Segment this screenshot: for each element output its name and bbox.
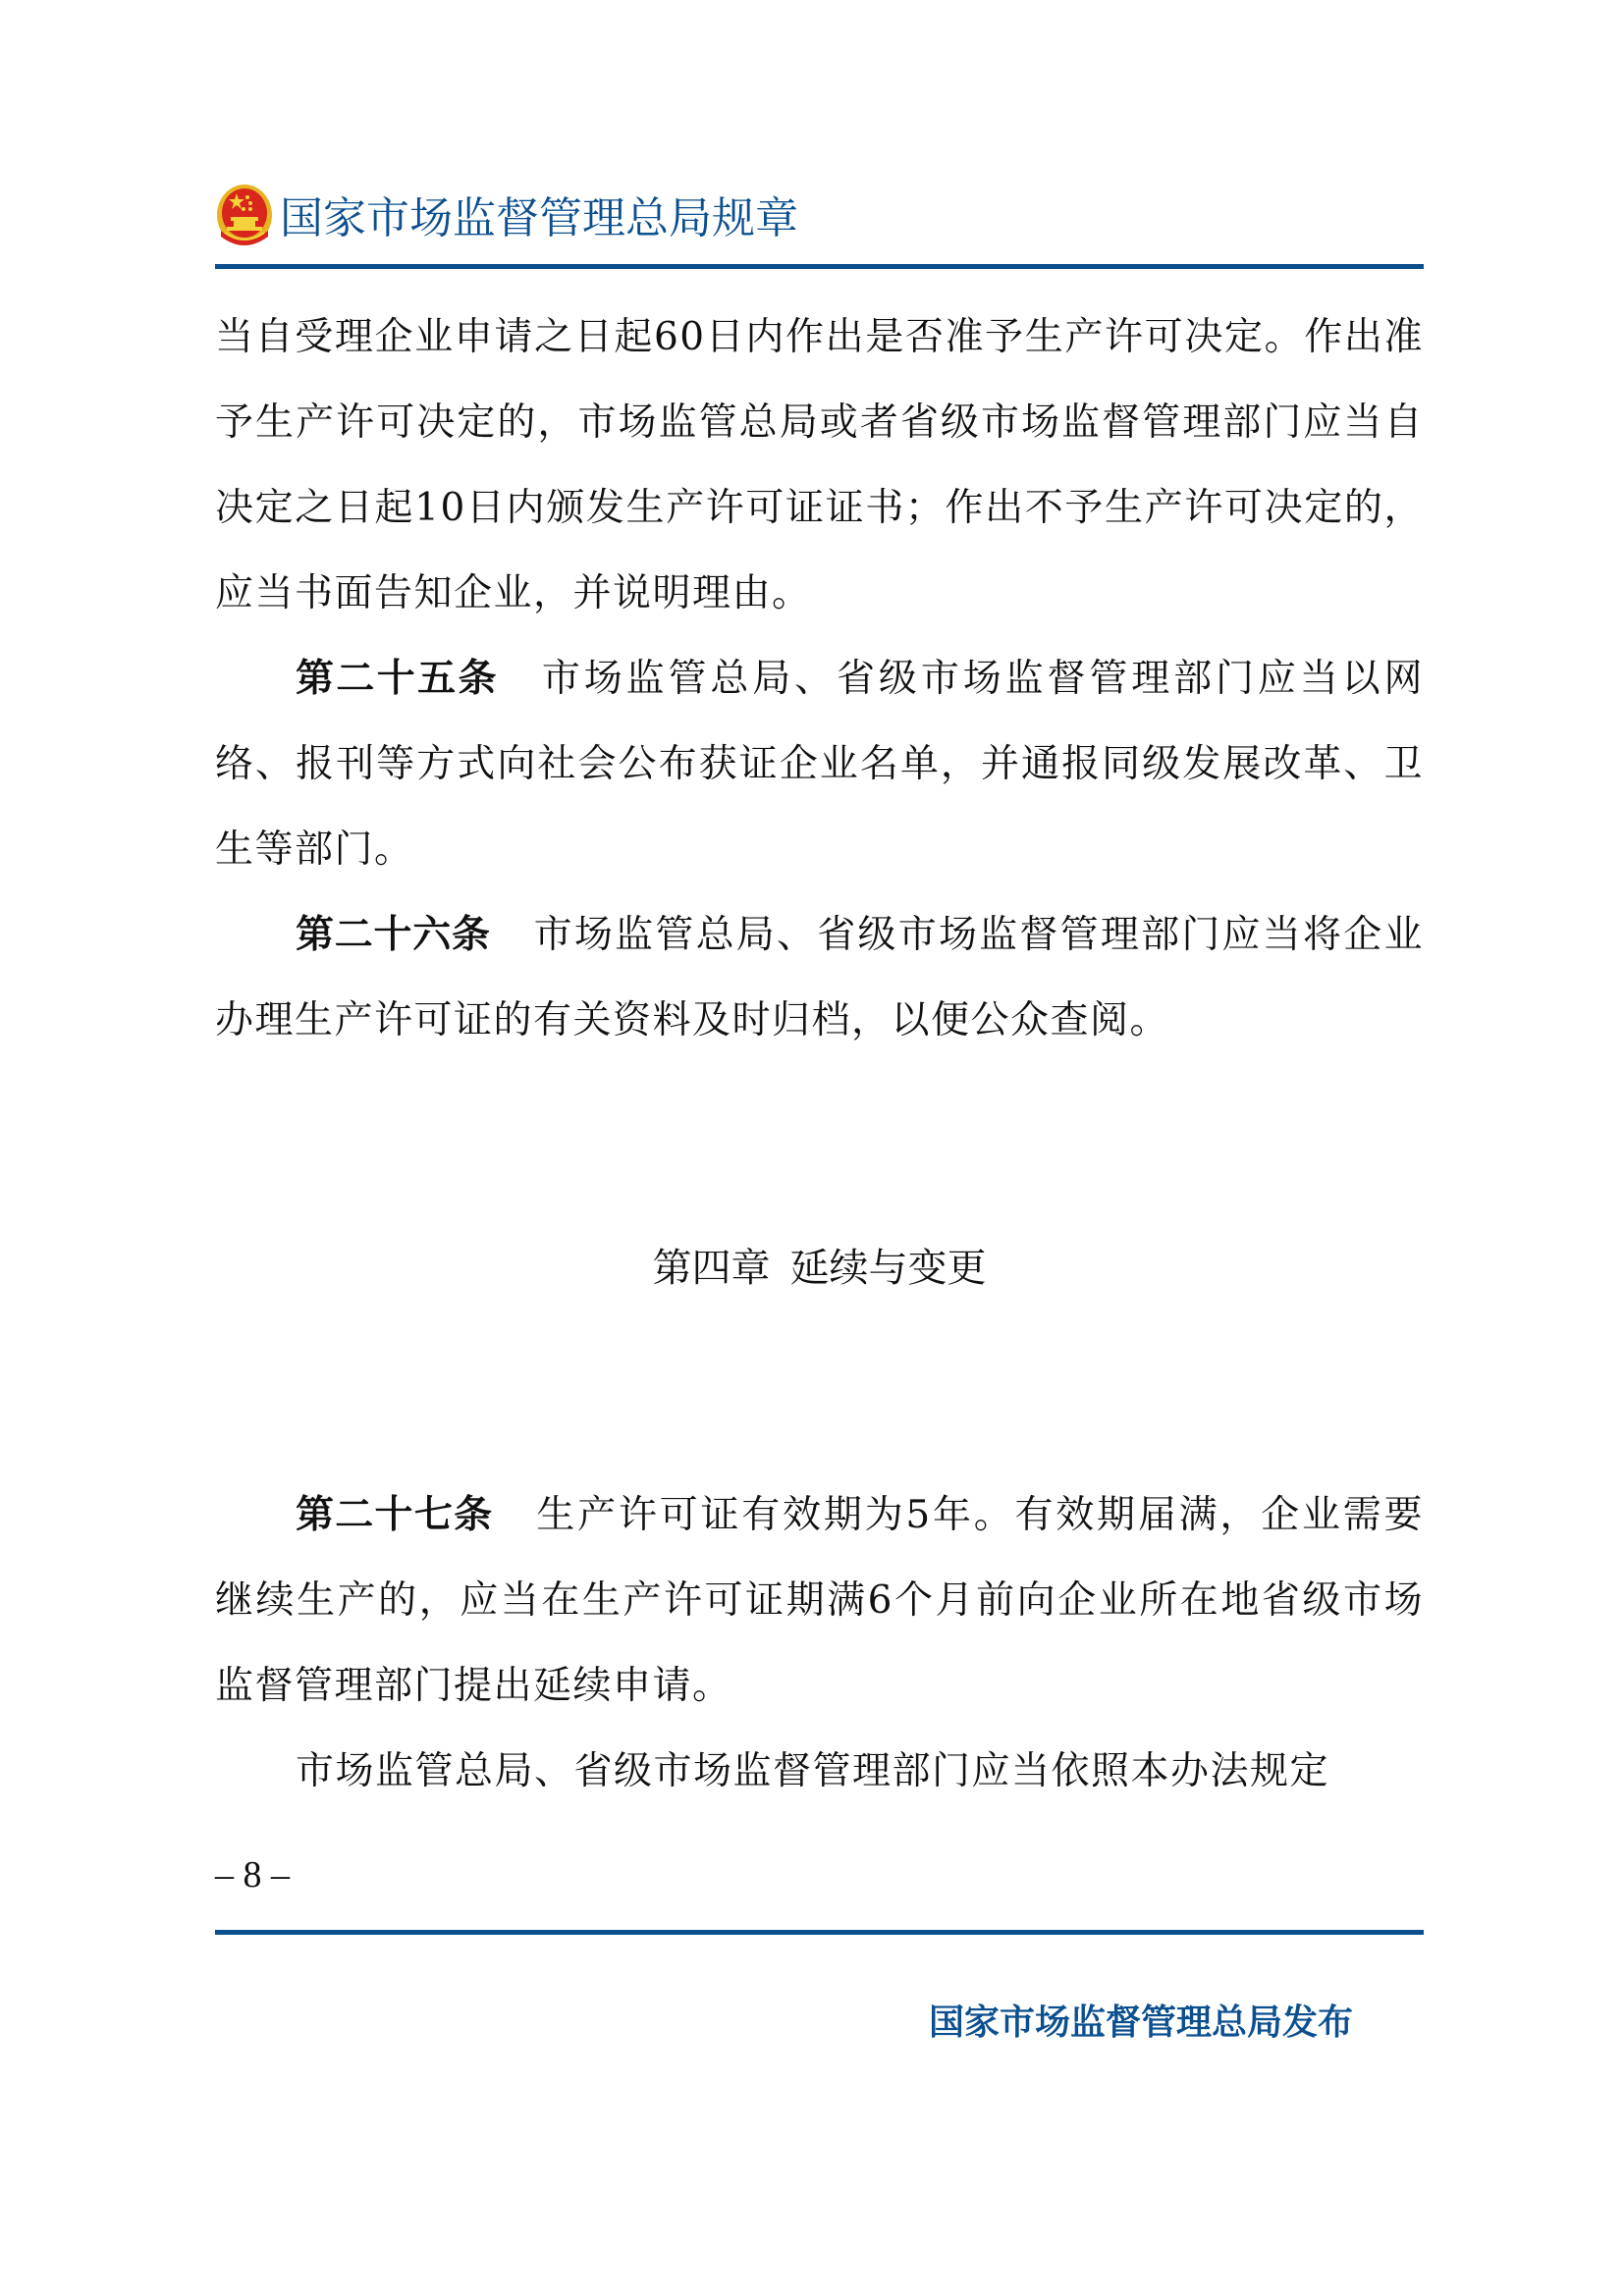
document-body-continued [215, 1472, 1424, 1814]
paragraph-trailing: 市场监管总局、省级市场监督管理部门应当依照本办法规定 [296, 1749, 1330, 1793]
article-text: 市场监管总局、省级市场监督管理部门应当以网络、报刊等方式向社会公布获证企业名单，并通报同级发展改革、卫生等部门。 [215, 657, 1424, 872]
article-text: 市场监管总局、省级市场监督管理部门应当将企业办理生产许可证的有关资料及时归档，以便公众查阅。 [215, 913, 1424, 1042]
chapter-heading [215, 1239, 1424, 1298]
article-26 [215, 892, 1424, 1063]
page-number: – 8 – [215, 1854, 290, 1896]
header-divider [215, 264, 1424, 269]
footer-publisher: 国家市场监督管理总局发布 [928, 2002, 1353, 2043]
article-text: 生产许可证有效期为5年。有效期届满，企业需要继续生产的，应当在生产许可证期满6个月前向企业所在地省级市场监督管理部门提出延续申请。 [215, 1493, 1424, 1708]
article-number: 第二十五条 [296, 657, 499, 701]
article-25 [215, 636, 1424, 892]
footer-divider [215, 1930, 1424, 1935]
document-body [215, 294, 1424, 1063]
national-emblem-icon [215, 182, 274, 252]
chapter-number: 第四章 [652, 1246, 771, 1291]
chapter-title: 延续与变更 [789, 1246, 987, 1291]
article-27 [215, 1472, 1424, 1729]
header-title: 国家市场监督管理总局规章 [280, 193, 798, 243]
article-number: 第二十七条 [296, 1493, 494, 1537]
document-header [215, 180, 798, 254]
paragraph-continuation: 当自受理企业申请之日起60日内作出是否准予生产许可决定。作出准予生产许可决定的，市场监管总局或者省级市场监督管理部门应当自决定之日起10日内颁发生产许可证证书；作出不予生产许可决定的，应当书面告知企业，并说明理由。 [215, 315, 1424, 615]
article-number: 第二十六条 [296, 913, 491, 957]
